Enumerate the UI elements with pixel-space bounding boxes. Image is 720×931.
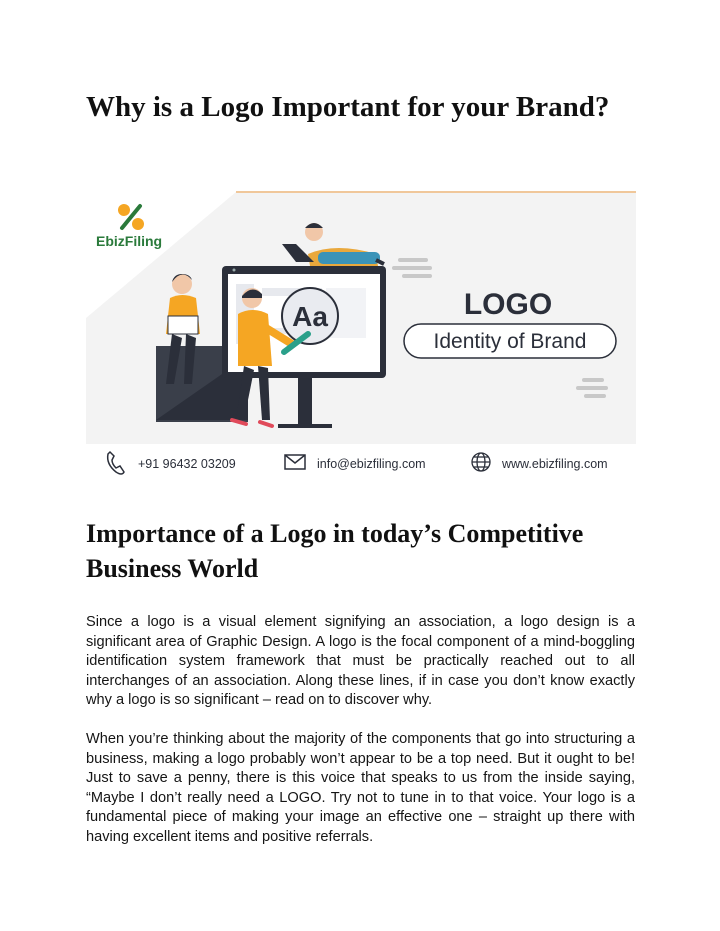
paragraph: Since a logo is a visual element signifying an association, a logo design is a significant area of Graphic Design. A logo is the focal component of a mind-boggling identification system framework that must be practically reached out to all interchanges of an association. Along these lines, if in case you don’t know exactly why a logo is so significant – read on to discover why.: [86, 614, 635, 708]
banner-logo-word: LOGO: [463, 288, 553, 321]
page-title: Why is a Logo Important for your Brand?: [86, 91, 610, 123]
brand-name: EbizFiling: [96, 233, 163, 249]
banner-image: [86, 188, 636, 480]
paragraph: When you’re thinking about the majority of the components that go into structuring a business, making a logo probably won’t appear to be a top need. But it ought to be! Just to save a penny, there is this voice that speaks to us from the inside saying, “Maybe I don’t really need a LOGO. Try not to tune in to that voice. Your logo is a fundamental piece of making your image an effective one – straight up there with having excellent items and positive referrals.: [86, 731, 635, 845]
screen-glyph: Aa: [292, 301, 328, 332]
contact-website: www.ebizfiling.com: [502, 457, 608, 471]
banner-tagline: Identity of Brand: [433, 330, 587, 353]
section-title: Importance of a Logo in today’s Competitive Business World: [86, 519, 584, 583]
contact-phone: +91 96432 03209: [138, 457, 236, 471]
contact-email: info@ebizfiling.com: [317, 457, 426, 471]
